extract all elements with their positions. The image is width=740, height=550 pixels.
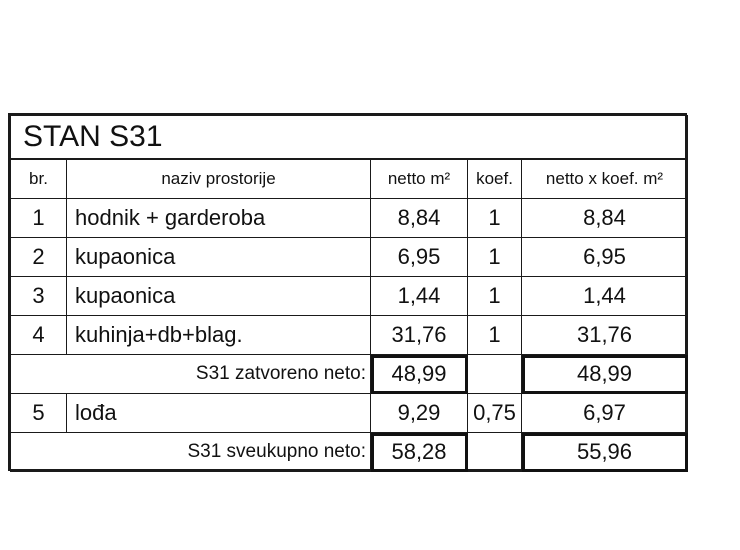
row-net: 8,84 [371,199,468,238]
closed-total-net: 48,99 [371,355,468,394]
table-row [11,277,688,316]
row-net: 9,29 [371,394,468,433]
row-net: 6,95 [371,238,468,277]
table-row [11,238,688,277]
row-num: 5 [11,394,67,433]
row-koef: 1 [468,238,522,277]
closed-total-row [11,355,688,394]
row-name: lođa [67,394,371,433]
row-product: 31,76 [522,316,688,355]
row-name: kupaonica [67,277,371,316]
header-koef: koef. [468,159,522,199]
row-num: 3 [11,277,67,316]
room-area-table-frame [8,113,687,471]
room-area-table [10,115,688,472]
grand-total-row [11,433,688,472]
header-row [11,159,688,199]
row-name: kuhinja+db+blag. [67,316,371,355]
header-product: netto x koef. m² [522,159,688,199]
row-num: 4 [11,316,67,355]
table-title: STAN S31 [11,116,688,160]
row-net: 1,44 [371,277,468,316]
row-net: 31,76 [371,316,468,355]
closed-total-label: S31 zatvoreno neto: [11,355,371,394]
loggia-row [11,394,688,433]
row-product: 1,44 [522,277,688,316]
grand-total-koef-empty [468,433,522,472]
row-koef: 1 [468,277,522,316]
closed-total-koef-empty [468,355,522,394]
row-name: hodnik + garderoba [67,199,371,238]
row-num: 1 [11,199,67,238]
header-net: netto m² [371,159,468,199]
header-num: br. [11,159,67,199]
table-row [11,316,688,355]
row-product: 8,84 [522,199,688,238]
grand-total-product: 55,96 [522,433,688,472]
header-name: naziv prostorije [67,159,371,199]
row-name: kupaonica [67,238,371,277]
row-koef: 1 [468,316,522,355]
grand-total-label: S31 sveukupno neto: [11,433,371,472]
row-koef: 1 [468,199,522,238]
row-koef: 0,75 [468,394,522,433]
row-num: 2 [11,238,67,277]
closed-total-product: 48,99 [522,355,688,394]
row-product: 6,95 [522,238,688,277]
grand-total-net: 58,28 [371,433,468,472]
title-row [11,116,688,160]
table-row [11,199,688,238]
row-product: 6,97 [522,394,688,433]
